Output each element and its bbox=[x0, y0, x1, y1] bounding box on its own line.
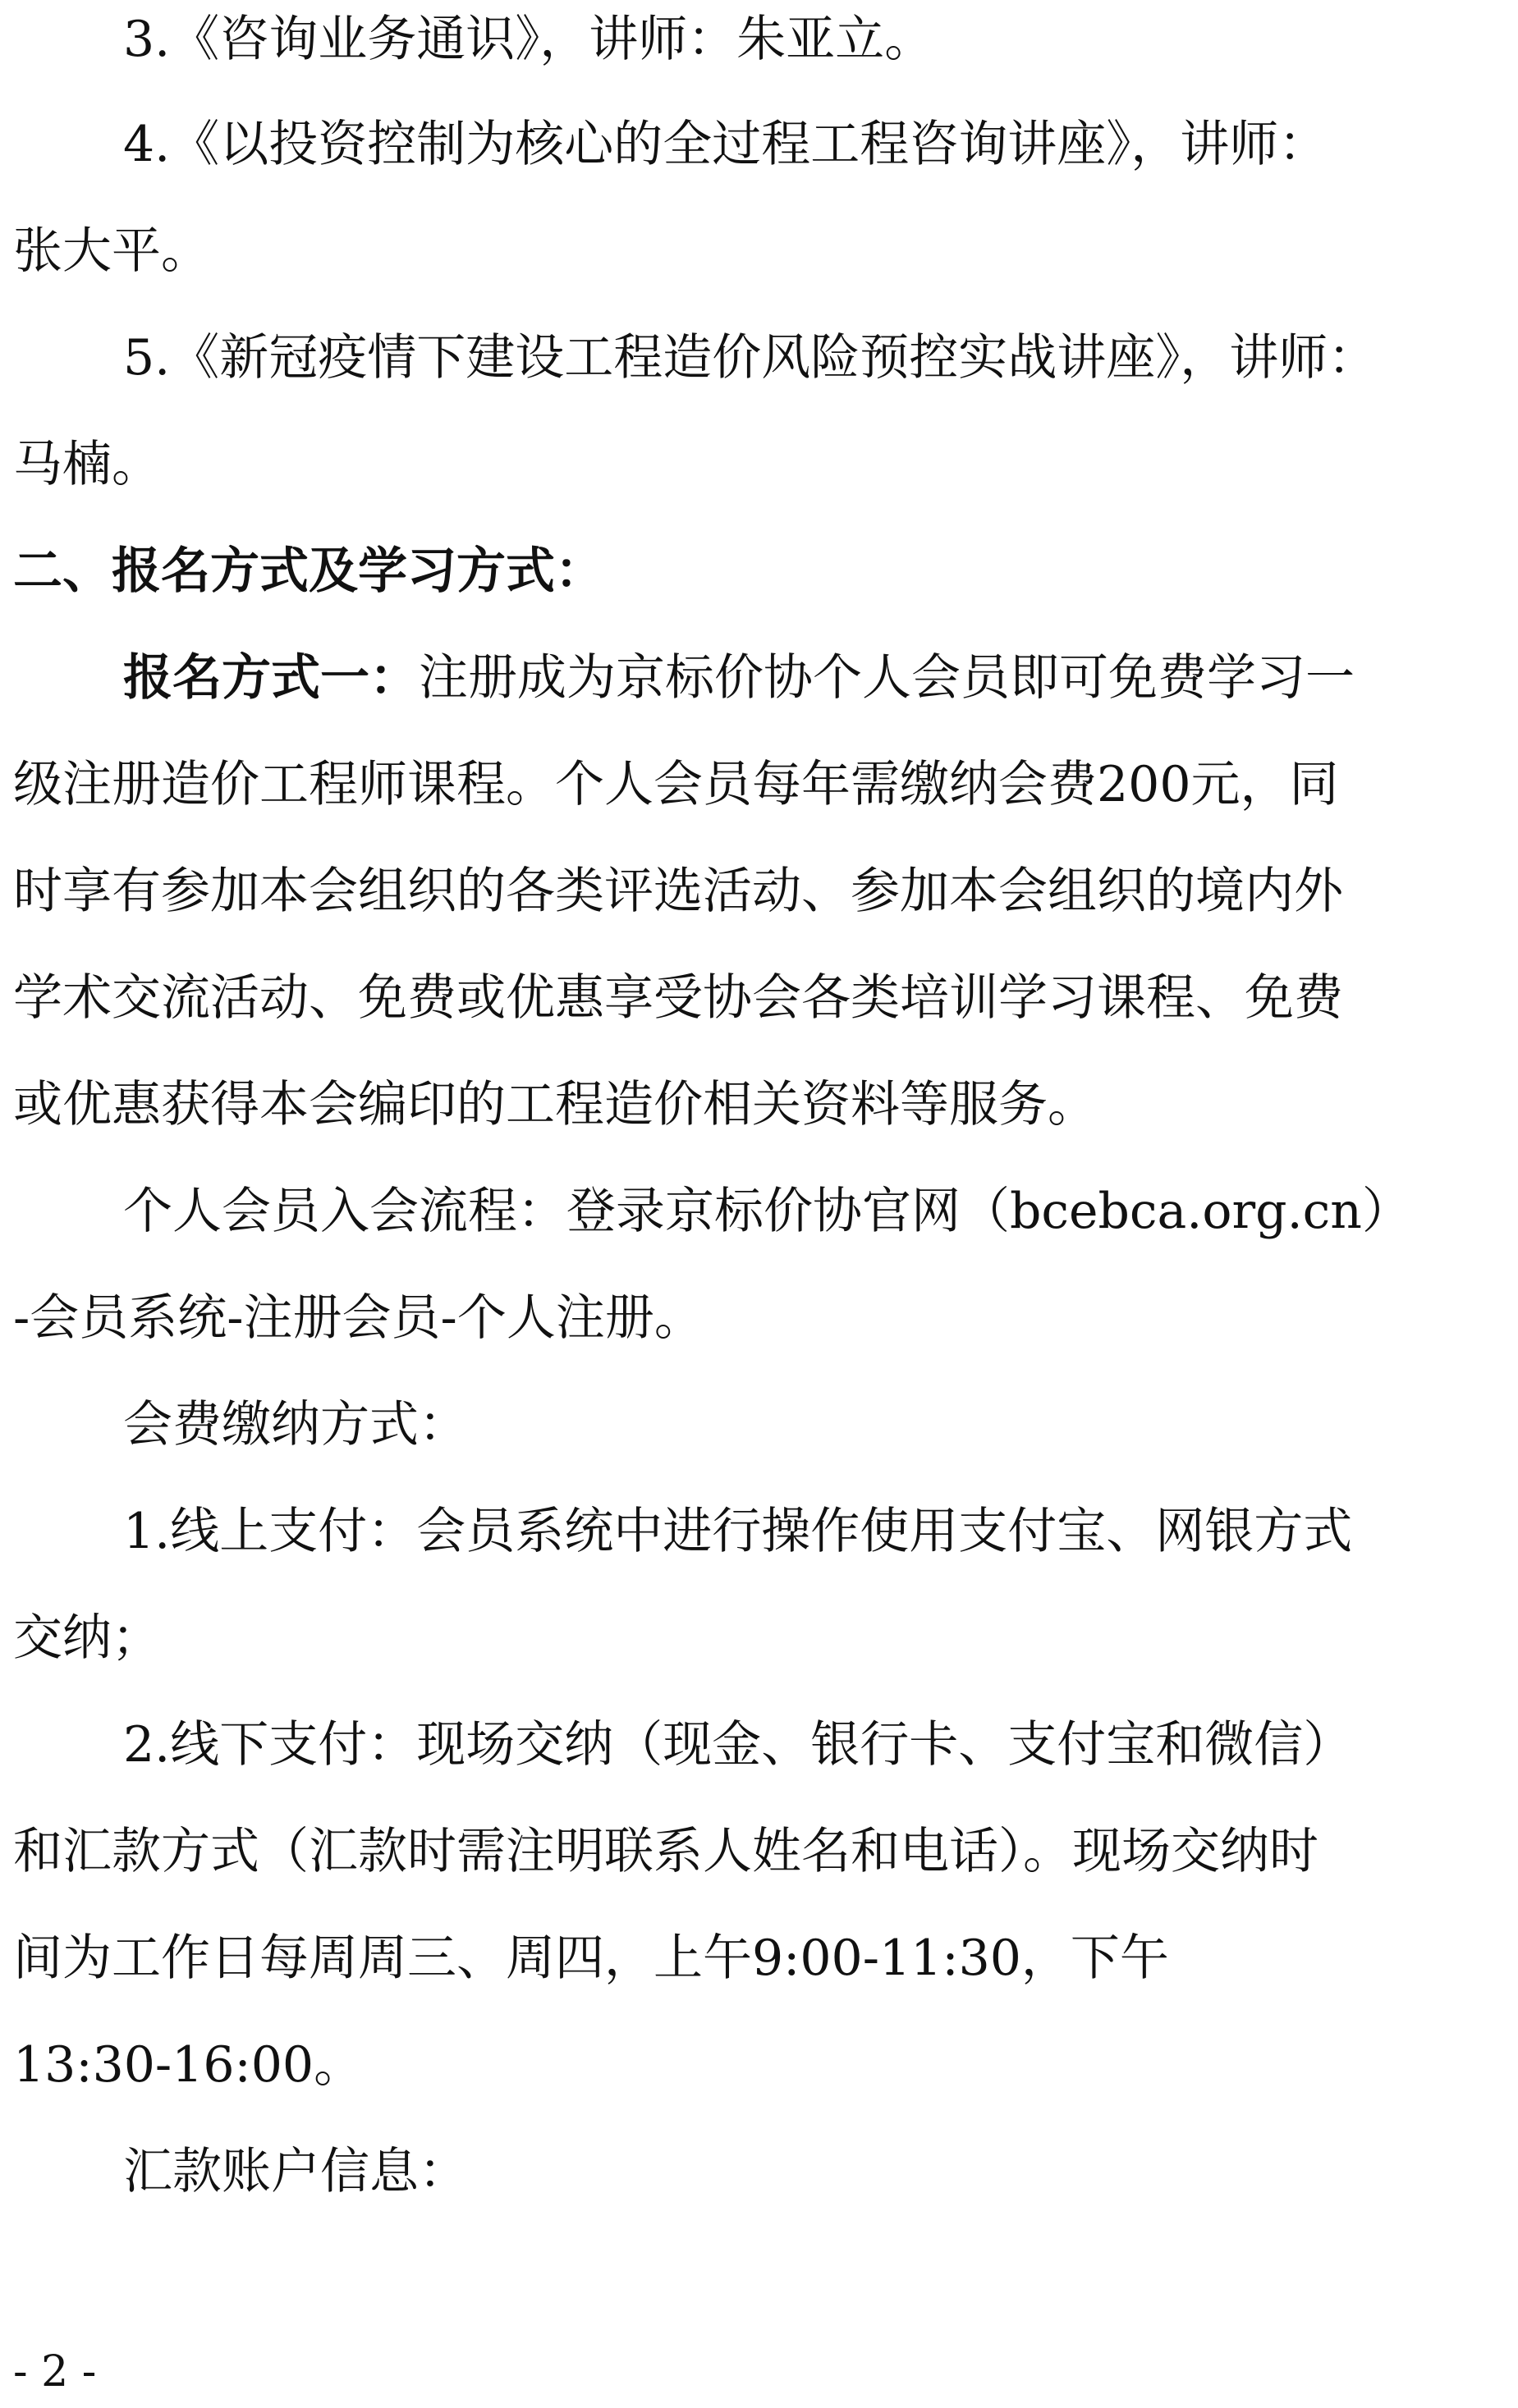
text-line-5: 马楠。 bbox=[13, 436, 161, 493]
text-line-8: 级注册造价工程师课程。个人会员每年需缴纳会费200元，同 bbox=[13, 756, 1339, 813]
page-number: - 2 - bbox=[13, 2347, 97, 2397]
text-line-18: 和汇款方式（汇款时需注明联系人姓名和电话）。现场交纳时 bbox=[13, 1823, 1319, 1880]
text-line-21: 汇款账户信息： bbox=[123, 2143, 468, 2200]
text-line-13: -会员系统-注册会员-个人注册。 bbox=[13, 1289, 704, 1347]
text-line-20: 13:30-16:00。 bbox=[13, 2036, 364, 2094]
registration-method-one-label: 报名方式一： bbox=[123, 649, 419, 707]
text-line-1: 3.《咨询业务通识》，讲师：朱亚立。 bbox=[123, 11, 934, 68]
text-line-10: 学术交流活动、免费或优惠享受协会各类培训学习课程、免费 bbox=[13, 969, 1343, 1027]
text-line-14: 会费缴纳方式： bbox=[123, 1396, 468, 1453]
text-line-11: 或优惠获得本会编印的工程造价相关资料等服务。 bbox=[13, 1076, 1097, 1133]
registration-method-one-text: 注册成为京标价协个人会员即可免费学习一 bbox=[419, 649, 1355, 707]
text-line-16: 交纳； bbox=[13, 1609, 161, 1667]
text-line-3: 张大平。 bbox=[13, 222, 210, 280]
text-line-17: 2.线下支付：现场交纳（现金、银行卡、支付宝和微信） bbox=[123, 1716, 1353, 1774]
text-line-9: 时享有参加本会组织的各类评选活动、参加本会组织的境内外 bbox=[13, 863, 1343, 920]
text-line-19: 间为工作日每周周三、周四，上午9:00-11:30，下午 bbox=[13, 1930, 1169, 1987]
registration-method-one-line bbox=[123, 645, 1511, 711]
text-line-12: 个人会员入会流程：登录京标价协官网（bcebca.org.cn） bbox=[123, 1183, 1411, 1240]
text-line-15: 1.线上支付：会员系统中进行操作使用支付宝、网银方式 bbox=[123, 1503, 1353, 1560]
text-line-4: 5.《新冠疫情下建设工程造价风险预控实战讲座》，讲师： bbox=[123, 329, 1378, 387]
text-line-2: 4.《以投资控制为核心的全过程工程咨询讲座》，讲师： bbox=[123, 116, 1328, 173]
section-heading: 二、报名方式及学习方式： bbox=[13, 542, 604, 600]
